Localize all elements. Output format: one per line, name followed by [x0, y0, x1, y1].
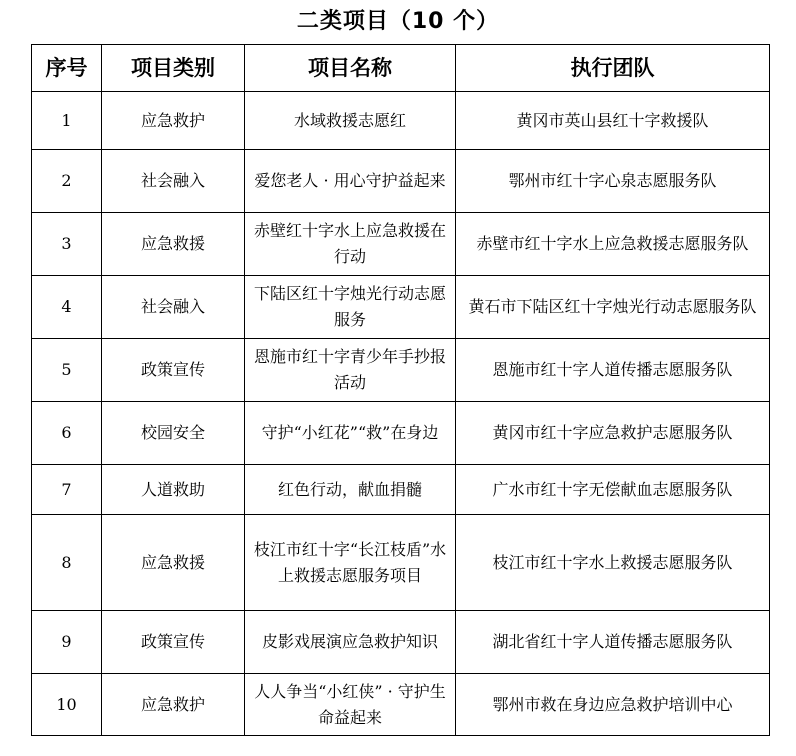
- table-body: [32, 92, 770, 736]
- row-index: 9: [32, 611, 102, 674]
- header-index: 序号: [32, 45, 102, 92]
- table-row: [32, 339, 770, 402]
- row-category: 应急救援: [102, 515, 245, 611]
- row-index: 5: [32, 339, 102, 402]
- row-team: 鄂州市救在身边应急救护培训中心: [456, 674, 770, 736]
- row-project-name: 红色行动，献血捐髓: [245, 465, 456, 515]
- row-category: 应急救护: [102, 674, 245, 736]
- header-project-name: 项目名称: [245, 45, 456, 92]
- row-index: 8: [32, 515, 102, 611]
- row-project-name: 爱您老人 · 用心守护益起来: [245, 150, 456, 213]
- row-index: 10: [32, 674, 102, 736]
- row-index: 3: [32, 213, 102, 276]
- row-team: 恩施市红十字人道传播志愿服务队: [456, 339, 770, 402]
- row-index: 2: [32, 150, 102, 213]
- row-category: 应急救护: [102, 92, 245, 150]
- row-project-name: 守护“小红花”“救”在身边: [245, 402, 456, 465]
- row-team: 黄石市下陆区红十字烛光行动志愿服务队: [456, 276, 770, 339]
- row-team: 鄂州市红十字心泉志愿服务队: [456, 150, 770, 213]
- row-project-name: 枝江市红十字“长江枝盾”水上救援志愿服务项目: [245, 515, 456, 611]
- table-row: [32, 402, 770, 465]
- table-row: [32, 515, 770, 611]
- table-row: [32, 465, 770, 515]
- table-header-row: [32, 45, 770, 92]
- row-category: 社会融入: [102, 150, 245, 213]
- row-project-name: 水域救援志愿红: [245, 92, 456, 150]
- row-index: 7: [32, 465, 102, 515]
- row-category: 人道救助: [102, 465, 245, 515]
- row-project-name: 下陆区红十字烛光行动志愿服务: [245, 276, 456, 339]
- row-category: 社会融入: [102, 276, 245, 339]
- header-category: 项目类别: [102, 45, 245, 92]
- row-project-name: 赤壁红十字水上应急救援在行动: [245, 213, 456, 276]
- row-project-name: 恩施市红十字青少年手抄报活动: [245, 339, 456, 402]
- row-team: 赤壁市红十字水上应急救援志愿服务队: [456, 213, 770, 276]
- row-index: 4: [32, 276, 102, 339]
- table-row: [32, 674, 770, 736]
- table-row: [32, 150, 770, 213]
- row-project-name: 皮影戏展演应急救护知识: [245, 611, 456, 674]
- page-title: 二类项目（10 个）: [296, 9, 500, 34]
- row-team: 湖北省红十字人道传播志愿服务队: [456, 611, 770, 674]
- table-row: [32, 92, 770, 150]
- row-category: 政策宣传: [102, 339, 245, 402]
- table-row: [32, 611, 770, 674]
- row-index: 1: [32, 92, 102, 150]
- row-category: 政策宣传: [102, 611, 245, 674]
- row-team: 黄冈市红十字应急救护志愿服务队: [456, 402, 770, 465]
- table-row: [32, 276, 770, 339]
- row-category: 应急救援: [102, 213, 245, 276]
- row-team: 广水市红十字无偿献血志愿服务队: [456, 465, 770, 515]
- row-team: 黄冈市英山县红十字救援队: [456, 92, 770, 150]
- row-project-name: 人人争当“小红侠” · 守护生命益起来: [245, 674, 456, 736]
- project-table: [31, 44, 770, 736]
- row-category: 校园安全: [102, 402, 245, 465]
- header-team: 执行团队: [456, 45, 770, 92]
- row-team: 枝江市红十字水上救援志愿服务队: [456, 515, 770, 611]
- table-row: [32, 213, 770, 276]
- row-index: 6: [32, 402, 102, 465]
